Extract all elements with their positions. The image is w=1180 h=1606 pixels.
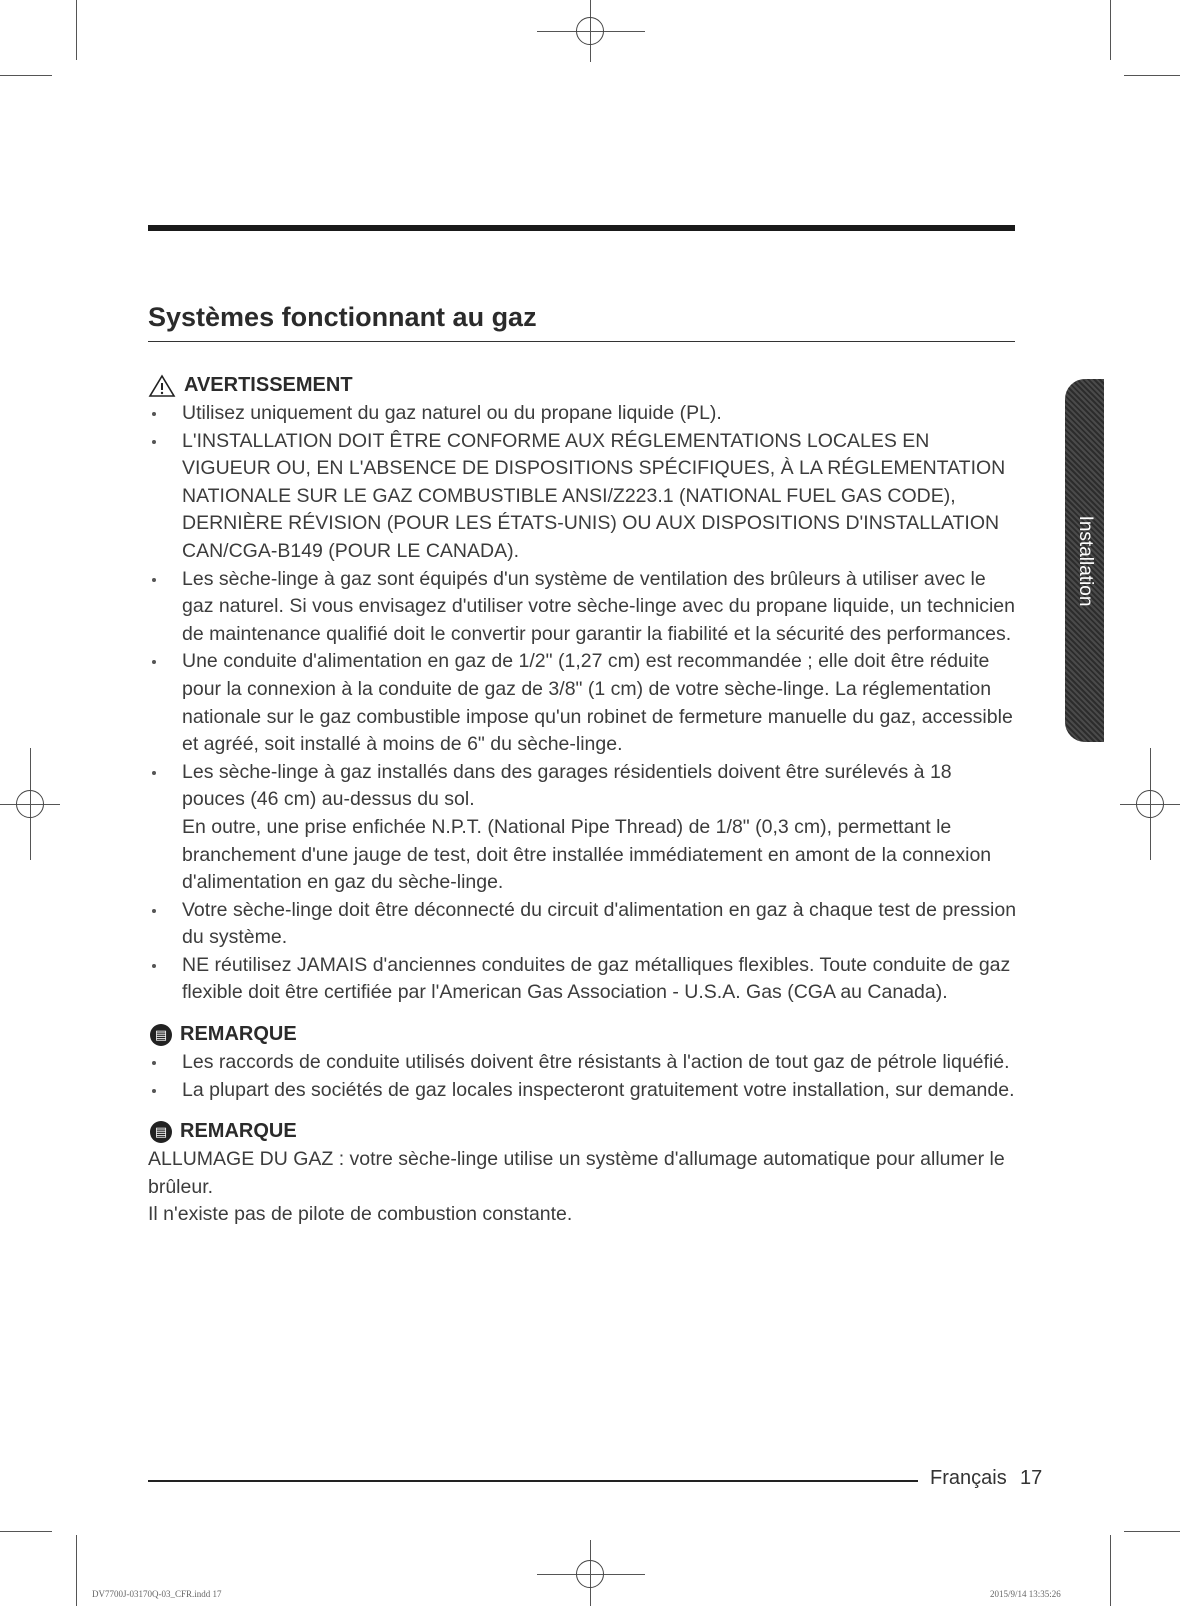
header-rule xyxy=(148,225,1015,231)
crop-mark xyxy=(0,1531,52,1532)
list-item xyxy=(148,759,1018,897)
side-tab-label: Installation xyxy=(1074,515,1096,606)
note-icon: ▤ xyxy=(150,1024,172,1046)
footer-rule xyxy=(148,1480,918,1482)
warning-triangle-icon xyxy=(148,374,176,398)
list-item: Les raccords de conduite utilisés doivent être résistants à l'action de tout gaz de pétrole liquéfié. xyxy=(148,1049,1018,1077)
crop-mark xyxy=(76,0,77,60)
print-slug-timestamp: 2015/9/14 13:35:26 xyxy=(990,1589,1061,1599)
side-tab xyxy=(1065,379,1104,742)
note-heading-label: REMARQUE xyxy=(180,1120,297,1143)
list-item: L'INSTALLATION DOIT ÊTRE CONFORME AUX RÉGLEMENTATIONS LOCALES EN VIGUEUR OU, EN L'ABSENCE DE DISPOSITIONS SPÉCIFIQUES, À LA RÉGLEMENTATION NATIONALE SUR LE GAZ COMBUSTIBLE ANSI/Z223.1 (NATIONAL FUEL GAS CODE), DERNIÈRE RÉVISION (POUR LES ÉTATS-UNIS) OU AUX DISPOSITIONS D'INSTALLATION CAN/CGA-B149 (POUR LE CANADA). xyxy=(148,428,1018,566)
list-item: Une conduite d'alimentation en gaz de 1/2" (1,27 cm) est recommandée ; elle doit être réduite pour la connexion à la conduite de gaz de 3/8" (1 cm) de votre sèche-linge. La réglementation nationale sur le gaz combustible impose qu'un robinet de fermeture manuelle du gaz, accessible et agréé, soit installé à moins de 6" du sèche-linge. xyxy=(148,648,1018,758)
footer-language: Français xyxy=(930,1467,1007,1489)
list-item: Utilisez uniquement du gaz naturel ou du propane liquide (PL). xyxy=(148,400,1018,428)
list-item: Votre sèche-linge doit être déconnecté du circuit d'alimentation en gaz à chaque test de pression du système. xyxy=(148,897,1018,952)
list-item: NE réutilisez JAMAIS d'anciennes conduites de gaz métalliques flexibles. Toute conduite de gaz flexible doit être certifiée par l'American Gas Association - U.S.A. Gas (CGA au Canada). xyxy=(148,952,1018,1007)
note-heading xyxy=(148,1118,1018,1146)
crop-mark xyxy=(1124,1531,1180,1532)
list-item: La plupart des sociétés de gaz locales inspecteront gratuitement votre installation, sur demande. xyxy=(148,1077,1018,1105)
note-icon: ▤ xyxy=(150,1121,172,1143)
note-text: ALLUMAGE DU GAZ : votre sèche-linge utilise un système d'allumage automatique pour allumer le brûleur. xyxy=(148,1148,1005,1198)
list-item: Les sèche-linge à gaz sont équipés d'un système de ventilation des brûleurs à utiliser avec le gaz naturel. Si vous envisagez d'utiliser votre sèche-linge avec du propane liquide, un technicien de maintenance qualifié doit le convertir pour garantir la fiabilité et la sécurité des performances. xyxy=(148,566,1018,649)
note-list xyxy=(148,1049,1018,1104)
registration-mark-circle xyxy=(576,17,604,45)
warning-list xyxy=(148,400,1018,1007)
registration-mark-circle xyxy=(1136,790,1164,818)
main-content xyxy=(148,372,1018,1229)
crop-mark xyxy=(1110,1535,1111,1606)
crop-mark xyxy=(76,1535,77,1606)
list-item-text: En outre, une prise enfichée N.P.T. (National Pipe Thread) de 1/8" (0,3 cm), permettant le branchement d'une jauge de test, doit être installée immédiatement en amont de la connexion d'alimentation en gaz du sèche-linge. xyxy=(182,815,992,894)
warning-heading-label: AVERTISSEMENT xyxy=(184,374,353,397)
note-text: Il n'existe pas de pilote de combustion constante. xyxy=(148,1203,573,1226)
note-heading-label: REMARQUE xyxy=(180,1023,297,1046)
note-heading xyxy=(148,1021,1018,1049)
section-title: Systèmes fonctionnant au gaz xyxy=(148,302,1015,342)
crop-mark xyxy=(0,75,52,76)
crop-mark xyxy=(1124,75,1180,76)
registration-mark-circle xyxy=(16,790,44,818)
page-number: 17 xyxy=(1020,1467,1043,1489)
crop-mark xyxy=(1110,0,1111,60)
print-slug-file: DV7700J-03170Q-03_CFR.indd 17 xyxy=(92,1589,222,1599)
registration-mark-circle xyxy=(576,1560,604,1588)
list-item-text: Les sèche-linge à gaz installés dans des garages résidentiels doivent être surélevés à 18 pouces (46 cm) au-dessus du sol. xyxy=(182,760,952,811)
warning-heading xyxy=(148,372,1018,400)
